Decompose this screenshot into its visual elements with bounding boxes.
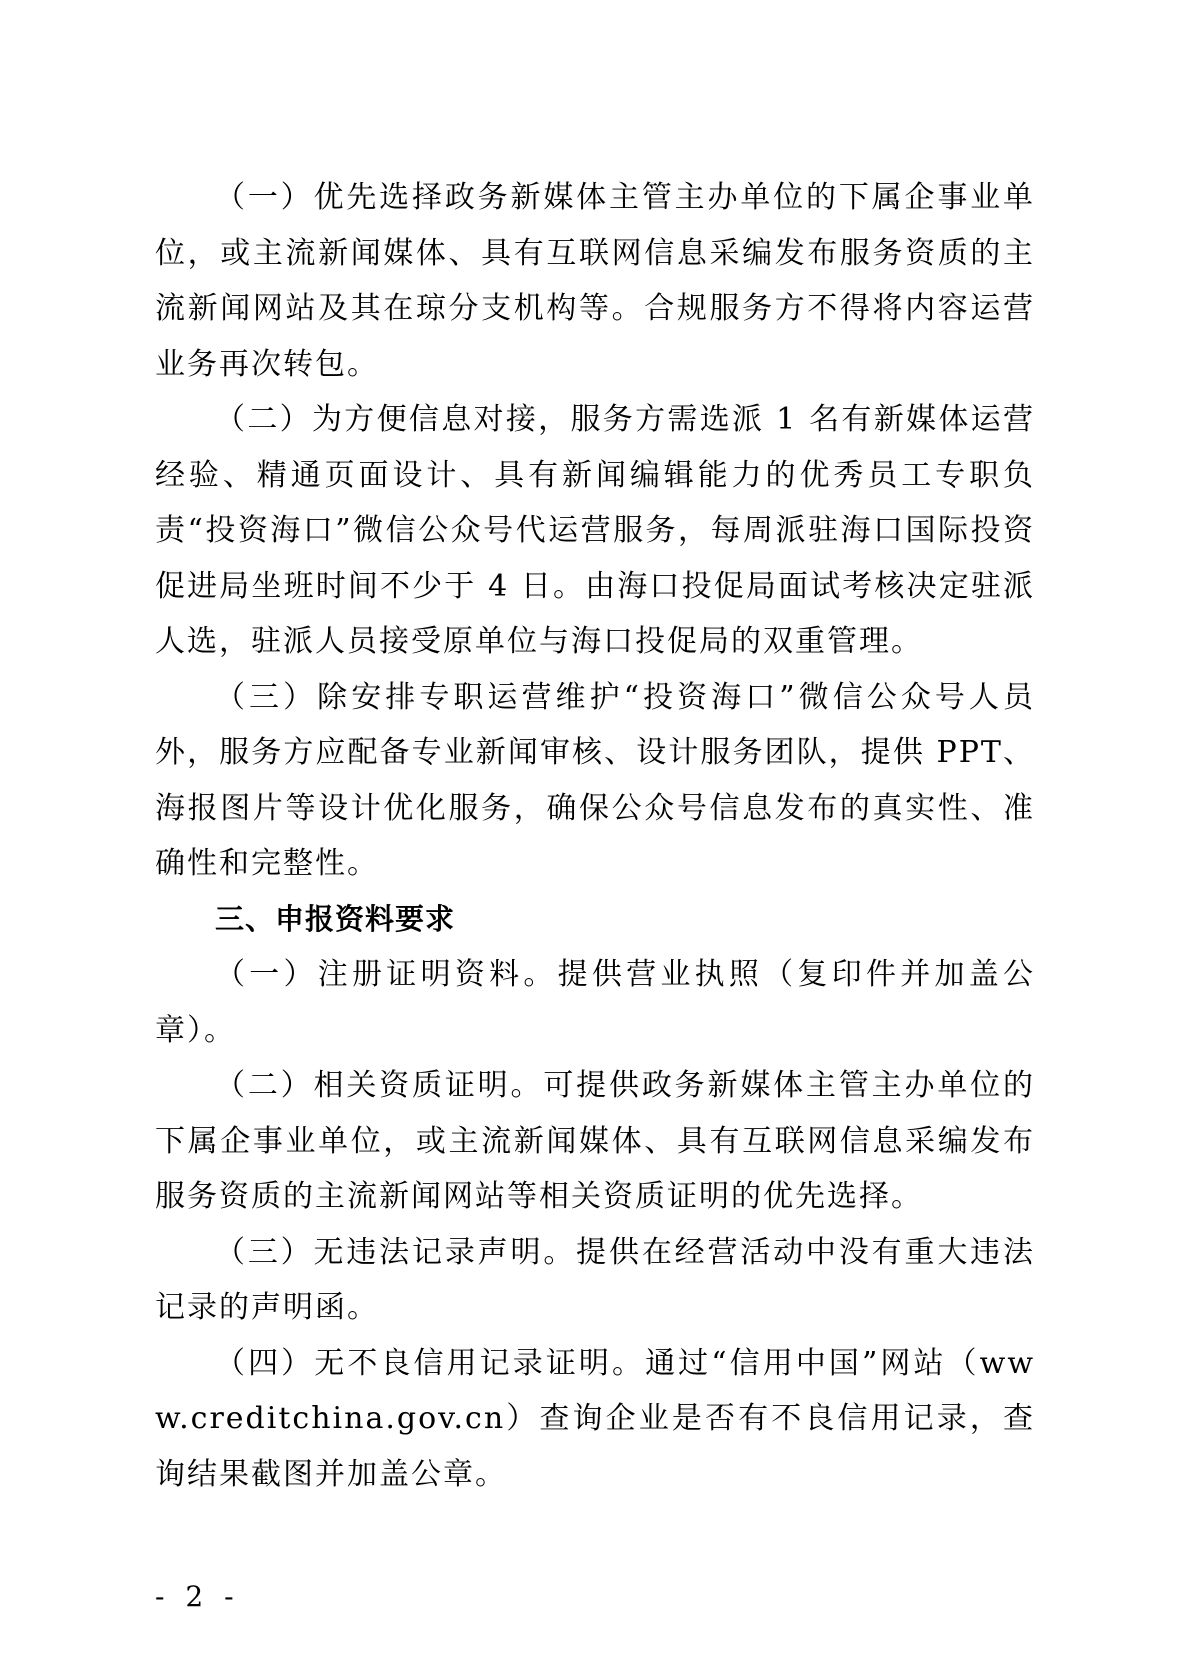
- paragraph-team-requirements: （三）除安排专职运营维护“投资海口”微信公众号人员外，服务方应配备专业新闻审核、设计服务团队，提供 PPT、海报图片等设计优化服务，确保公众号信息发布的真实性、准确性和完整性。: [155, 679, 1035, 881]
- paragraph-credit-record-proof: （四）无不良信用记录证明。通过“信用中国”网站（www.creditchina.gov.cn）查询企业是否有不良信用记录，查询结果截图并加盖公章。: [155, 1345, 1035, 1492]
- paragraph-no-violation-statement: （三）无违法记录声明。提供在经营活动中没有重大违法记录的声明函。: [155, 1234, 1035, 1325]
- paragraph-qualification-proof: （二）相关资质证明。可提供政务新媒体主管主办单位的下属企事业单位，或主流新闻媒体、具有互联网信息采编发布服务资质的主流新闻网站等相关资质证明的优先选择。: [155, 1068, 1035, 1214]
- section-heading-application-materials: 三、申报资料要求: [215, 901, 456, 936]
- paragraph-service-provider-selection: （一）优先选择政务新媒体主管主办单位的下属企事业单位，或主流新闻媒体、具有互联网信息采编发布服务资质的主流新闻网站及其在琼分支机构等。合规服务方不得将内容运营业务再次转包。: [155, 180, 1035, 382]
- document-body: [155, 170, 1035, 1502]
- paragraph-staff-assignment: （二）为方便信息对接，服务方需选派 1 名有新媒体运营经验、精通页面设计、具有新闻编辑能力的优秀员工专职负责“投资海口”微信公众号代运营服务，每周派驻海口国际投资促进局坐班时间不少于 4 日。由海口投促局面试考核决定驻派人选，驻派人员接受原单位与海口投促局的双重管理。: [155, 402, 1035, 659]
- paragraph-registration-proof: （一）注册证明资料。提供营业执照（复印件并加盖公章）。: [155, 957, 1035, 1048]
- page-number: - 2 -: [155, 1580, 240, 1613]
